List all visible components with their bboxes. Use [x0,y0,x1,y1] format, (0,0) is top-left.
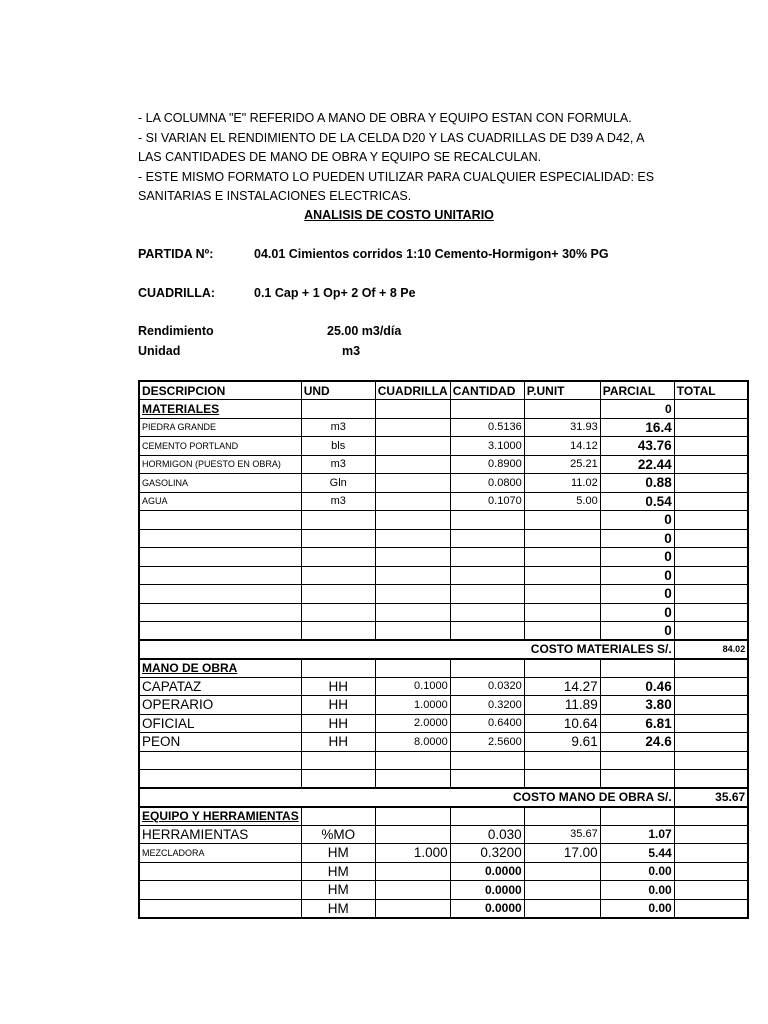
material-punit: 11.02 [524,474,600,493]
material-punit: 14.12 [524,437,600,456]
equipment-parcial: 5.44 [600,844,674,863]
table-row [139,751,748,770]
material-desc: PIEDRA GRANDE [139,418,301,437]
notes-block [138,109,660,207]
materiales-total-row [139,640,748,659]
table-row [139,585,748,604]
table-row [139,418,748,437]
material-parcial: 0 [600,529,674,548]
equipment-cantidad: 0.3200 [450,844,524,863]
labor-cuadrilla: 1.0000 [375,696,450,715]
mano-obra-total-value: 35.67 [674,788,748,807]
table-row [139,770,748,789]
materiales-total-label: COSTO MATERIALES S/. [139,640,674,659]
section-materiales-row [139,400,748,419]
equipment-desc: HERRAMIENTAS [139,825,301,844]
labor-und: HH [301,714,375,733]
section-materiales-label: MATERIALES [139,400,301,419]
equipment-desc [139,881,301,900]
material-parcial: 0.54 [600,492,674,511]
equipment-desc [139,899,301,918]
material-parcial: 0 [600,603,674,622]
material-cantidad: 0.5136 [450,418,524,437]
header-cuadrilla: CUADRILLA [375,381,450,400]
labor-parcial: 3.80 [600,696,674,715]
material-und: m3 [301,418,375,437]
table-row [139,844,748,863]
header-parcial: PARCIAL [600,381,674,400]
table-row [139,548,748,567]
equipment-und: %MO [301,825,375,844]
equipment-cuadrilla [375,862,450,881]
section-equipo-row [139,807,748,826]
equipment-parcial: 0.00 [600,862,674,881]
material-und: Gln [301,474,375,493]
labor-parcial: 0.46 [600,677,674,696]
labor-cantidad: 0.3200 [450,696,524,715]
labor-parcial: 24.6 [600,733,674,752]
section-equipo-label: EQUIPO Y HERRAMIENTAS [139,807,301,826]
material-und: m3 [301,492,375,511]
labor-desc: PEON [139,733,301,752]
labor-cuadrilla: 0.1000 [375,677,450,696]
rendimiento-label: Rendimiento [138,324,214,338]
material-parcial: 22.44 [600,455,674,474]
labor-und: HH [301,696,375,715]
labor-cantidad: 2.5600 [450,733,524,752]
equipment-punit [524,899,600,918]
equipment-cantidad: 0.0000 [450,862,524,881]
table-row [139,511,748,530]
material-parcial: 0.88 [600,474,674,493]
header-descripcion: DESCRIPCION [139,381,301,400]
labor-cantidad: 0.0320 [450,677,524,696]
material-und: bls [301,437,375,456]
material-parcial: 0 [600,511,674,530]
equipment-parcial: 0.00 [600,881,674,900]
table-row [139,881,748,900]
note-line: LAS CANTIDADES DE MANO DE OBRA Y EQUIPO SE RECALCULAN. [138,150,542,164]
labor-punit: 11.89 [524,696,600,715]
table-row [139,622,748,641]
labor-desc: CAPATAZ [139,677,301,696]
labor-desc: OFICIAL [139,714,301,733]
table-row [139,862,748,881]
note-line: - ESTE MISMO FORMATO LO PUEDEN UTILIZAR PARA CUALQUIER ESPECIALIDAD: ES [138,169,655,184]
section-mano-obra-label: MANO DE OBRA [139,659,301,678]
equipment-punit [524,881,600,900]
mano-obra-total-row [139,788,748,807]
material-desc: GASOLINA [139,474,301,493]
table-row [139,492,748,511]
note-line: SANITARIAS E INSTALACIONES ELECTRICAS. [138,189,412,203]
equipment-cantidad: 0.0000 [450,881,524,900]
equipment-parcial: 1.07 [600,825,674,844]
equipment-cuadrilla [375,881,450,900]
equipment-und: HM [301,881,375,900]
cuadrilla-label: CUADRILLA: [138,286,216,300]
materiales-header-parcial: 0 [600,400,674,419]
header-und: UND [301,381,375,400]
partida-label: PARTIDA Nº: [138,247,214,261]
labor-cuadrilla: 8.0000 [375,733,450,752]
material-parcial: 0 [600,585,674,604]
equipment-punit [524,862,600,881]
equipment-und: HM [301,899,375,918]
partida-value: 04.01 Cimientos corridos 1:10 Cemento-Hormigon+ 30% PG [254,247,609,261]
equipment-cantidad: 0.0000 [450,899,524,918]
table-row [139,603,748,622]
material-cantidad: 0.0800 [450,474,524,493]
table-header-row [139,381,748,400]
material-und: m3 [301,455,375,474]
table-row [139,455,748,474]
cuadrilla-value: 0.1 Cap + 1 Op+ 2 Of + 8 Pe [254,286,416,300]
page-title: ANALISIS DE COSTO UNITARIO [304,208,494,222]
table-row [139,899,748,918]
equipment-desc [139,862,301,881]
equipment-desc: MEZCLADORA [139,844,301,863]
labor-punit: 9.61 [524,733,600,752]
equipment-parcial: 0.00 [600,899,674,918]
unidad-value: m3 [342,344,361,358]
material-cantidad: 0.1070 [450,492,524,511]
material-cantidad: 0.8900 [450,455,524,474]
material-parcial: 43.76 [600,437,674,456]
table-row [139,474,748,493]
equipment-punit: 35.67 [524,825,600,844]
table-row [139,733,748,752]
cost-table [138,380,749,919]
unidad-label: Unidad [138,344,181,358]
equipment-und: HM [301,844,375,863]
equipment-punit: 17.00 [524,844,600,863]
material-punit: 25.21 [524,455,600,474]
material-parcial: 0 [600,622,674,641]
material-punit: 31.93 [524,418,600,437]
table-row [139,714,748,733]
mano-obra-total-label: COSTO MANO DE OBRA S/. [139,788,674,807]
rendimiento-value: 25.00 m3/día [327,324,402,338]
labor-und: HH [301,677,375,696]
equipment-und: HM [301,862,375,881]
header-cantidad: CANTIDAD [450,381,524,400]
material-cantidad: 3.1000 [450,437,524,456]
labor-punit: 10.64 [524,714,600,733]
table-row [139,677,748,696]
material-parcial: 16.4 [600,418,674,437]
header-total: TOTAL [674,381,748,400]
table-row [139,529,748,548]
material-parcial: 0 [600,548,674,567]
material-desc: HORMIGON (PUESTO EN OBRA) [139,455,301,474]
labor-punit: 14.27 [524,677,600,696]
material-punit: 5.00 [524,492,600,511]
table-row [139,825,748,844]
materiales-total-value: 84.02 [674,640,748,659]
equipment-cantidad: 0.030 [450,825,524,844]
table-row [139,437,748,456]
note-line: - LA COLUMNA "E" REFERIDO A MANO DE OBRA Y EQUIPO ESTAN CON FORMULA. [138,111,632,125]
table-row [139,696,748,715]
table-row [139,566,748,585]
note-line: - SI VARIAN EL RENDIMIENTO DE LA CELDA D20 Y LAS CUADRILLAS DE D39 A D42, A [138,130,645,145]
section-mano-obra-row [139,659,748,678]
labor-desc: OPERARIO [139,696,301,715]
labor-und: HH [301,733,375,752]
material-desc: AGUA [139,492,301,511]
equipment-cuadrilla [375,899,450,918]
labor-parcial: 6.81 [600,714,674,733]
material-desc: CEMENTO PORTLAND [139,437,301,456]
labor-cuadrilla: 2.0000 [375,714,450,733]
equipment-cuadrilla [375,825,450,844]
material-parcial: 0 [600,566,674,585]
header-punit: P.UNIT [524,381,600,400]
equipment-cuadrilla: 1.000 [375,844,450,863]
labor-cantidad: 0.6400 [450,714,524,733]
